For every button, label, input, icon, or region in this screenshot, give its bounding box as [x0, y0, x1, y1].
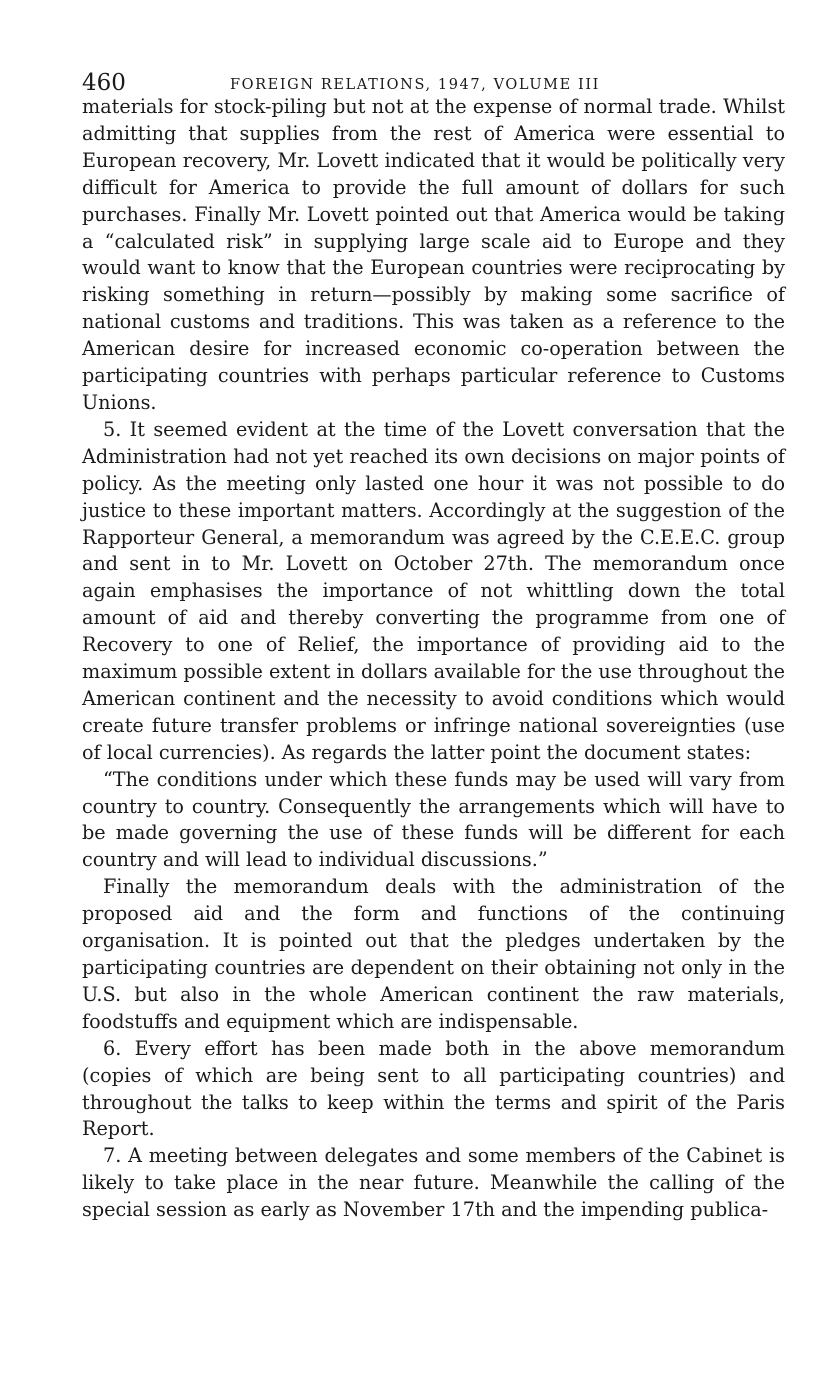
- page-number: 460: [82, 70, 126, 96]
- paragraph-6: 6. Every effort has been made both in the above memorandum (copies of which are being sent to all participating countries) and throughout the talks to keep within the terms and spirit of the Paris Report.: [82, 1036, 785, 1141]
- paragraph-memorandum-administration: Finally the memorandum deals with the administration of the proposed aid and the form and functions of the continuing organisation. It is pointed out that the pledges undertaken by the participating countries are dependent on their obtaining not only in the U.S. but also in the whole American continent the raw materials, foodstuffs and equipment which are indispensable.: [82, 875, 785, 1033]
- running-head: [82, 68, 785, 102]
- running-title: FOREIGN RELATIONS, 1947, VOLUME III: [230, 77, 600, 93]
- paragraph-7: 7. A meeting between delegates and some members of the Cabinet is likely to take place in the near future. Meanwhile the calling of the special session as early as November 17th and the impending publica-: [82, 1144, 785, 1222]
- document-page: [82, 68, 785, 1224]
- paragraph-continuation: materials for stock-piling but not at the expense of normal trade. Whilst admitting that supplies from the rest of America were essential to European recovery, Mr. Lovett indicated that it would be politically very difficult for America to provide the full amount of dollars for such purchases. Finally Mr. Lovett pointed out that America would be taking a “calculated risk” in supplying large scale aid to Europe and they would want to know that the European countries were reciprocating by risking something in return—possibly by making some sacrifice of national customs and traditions. This was taken as a reference to the American desire for increased economic co-operation between the participating countries with perhaps particular reference to Customs Unions.: [82, 95, 785, 414]
- block-quote: “The conditions under which these funds may be used will vary from country to country. Consequently the arrangements which will have to be made governing the use of these funds will be different for each country and will lead to individual discussions.”: [82, 767, 785, 872]
- paragraph-5: 5. It seemed evident at the time of the Lovett conversation that the Administration had not yet reached its own decisions on major points of policy. As the meeting only lasted one hour it was not possible to do justice to these important matters. Accordingly at the suggestion of the Rapporteur General, a memorandum was agreed by the C.E.E.C. group and sent in to Mr. Lovett on October 27th. The memorandum once again emphasises the importance of not whittling down the total amount of aid and thereby converting the programme from one of Recovery to one of Relief, the importance of providing aid to the maximum possible extent in dollars available for the use throughout the American continent and the necessity to avoid conditions which would create future transfer problems or infringe national sovereignties (use of local currencies). As regards the latter point the document states:: [82, 417, 785, 764]
- body-text: [82, 94, 785, 1224]
